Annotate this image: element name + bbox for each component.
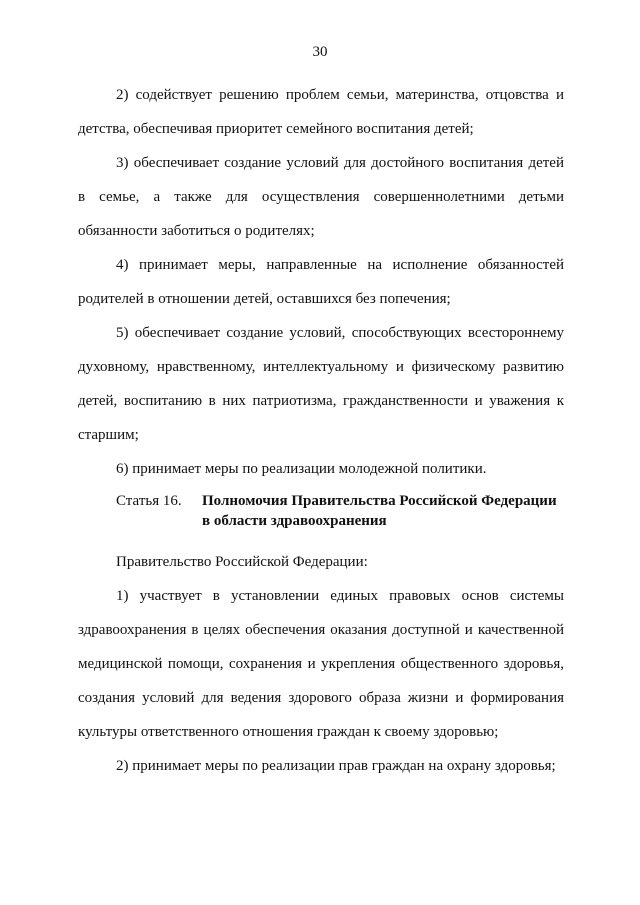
paragraph-government-intro: Правительство Российской Федерации: xyxy=(116,554,368,570)
paragraph-item-2: 2) содействует решению проблем семьи, материнства, отцовства и детства, обеспечивая приоритет семейного воспитания детей; xyxy=(78,87,564,137)
page-number: 30 xyxy=(312,44,328,60)
paragraph-health-item-2: 2) принимает меры по реализации прав граждан на охрану здоровья; xyxy=(116,758,556,774)
article-number: Статья 16. xyxy=(116,493,182,509)
paragraph-item-5: 5) обеспечивает создание условий, способствующих всестороннему духовному, нравственному, интеллектуальному и физическому развитию детей, воспитанию в них патриотизма, гражданственности и уважения к старшим; xyxy=(78,325,564,443)
paragraph-item-6: 6) принимает меры по реализации молодежной политики. xyxy=(116,461,487,477)
paragraph-health-item-1: 1) участвует в установлении единых правовых основ системы здравоохранения в целях обеспечения оказания доступной и качественной медицинской помощи, сохранения и укрепления общественного здоровья, создания условий для ведения здорового образа жизни и формирования культуры ответственного отношения граждан к своему здоровью; xyxy=(78,588,564,740)
paragraph-item-3: 3) обеспечивает создание условий для достойного воспитания детей в семье, а также для осуществления совершеннолетними детьми обязанности заботиться о родителях; xyxy=(78,155,564,239)
article-title-line-1: Полномочия Правительства Российской Федерации xyxy=(202,493,557,509)
document-body xyxy=(78,78,564,783)
article-title-line-2: в области здравоохранения xyxy=(202,513,387,529)
article-title xyxy=(202,491,564,531)
paragraph-item-4: 4) принимает меры, направленные на исполнение обязанностей родителей в отношении детей, оставшихся без попечения; xyxy=(78,257,564,307)
article-heading xyxy=(78,486,564,545)
